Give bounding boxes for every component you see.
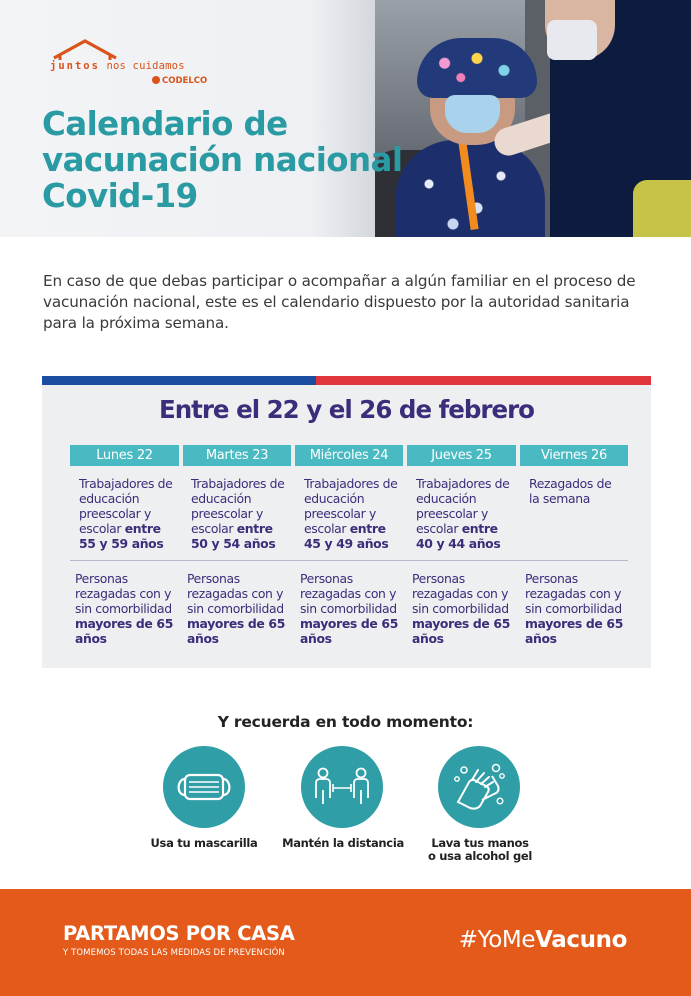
footer-subline: Y TOMEMOS TODAS LAS MEDIDAS DE PREVENCIÓN [63,948,285,958]
hand-wash-label [405,837,555,863]
juntos-nos-cuidamos-logo [44,38,224,98]
group-age-range: mayores de 65 años [187,616,285,646]
title-line-2: vacunación nacional [42,141,403,179]
group-age-range: entre 45 y 49 años [304,521,389,551]
footer-headline: PARTAMOS POR CASA [63,922,295,945]
page-title [42,106,462,214]
face-mask-icon [163,746,245,828]
flag-stripe-blue [42,376,316,385]
house-roof-icon [50,38,120,60]
logo-tagline [50,60,185,72]
day-group-cell [525,571,631,646]
day-group-cell [75,571,181,646]
group-age-range: mayores de 65 años [300,616,398,646]
reminder-title: Y recuerda en todo momento: [217,713,474,731]
hand-wash-label-line-1: Lava tus manos [431,836,529,850]
group-description: Personas rezagadas con y sin comorbilidad [300,571,397,616]
group-description: Personas rezagadas con y sin comorbilidad [525,571,622,616]
campaign-hashtag [459,927,627,953]
group-description: Trabajadores de educación preescolar y escolar [79,476,173,536]
calendar-title: Entre el 22 y el 26 de febrero [158,395,535,424]
tagline-nos-cuidamos: nos cuidamos [106,60,185,72]
day-header-martes: Martes 23 [183,445,291,466]
codelco-logo [152,76,207,86]
group-description: Personas rezagadas con y sin comorbilidad [75,571,172,616]
group-age-range: mayores de 65 años [75,616,173,646]
vaccination-calendar [42,385,651,668]
codelco-name: CODELCO [162,76,208,86]
tagline-juntos: juntos [50,60,100,72]
hashtag-prefix: #YoMe [458,927,536,953]
day-header-viernes: Viernes 26 [520,445,628,466]
hero-banner [0,0,691,237]
distance-label: Mantén la distancia [282,836,404,850]
day-group-cell [304,476,398,551]
calendar-divider [70,560,628,561]
day-group-cell [187,571,293,646]
group-description: Rezagados de la semana [529,476,612,506]
flag-stripe-red [316,376,651,385]
title-line-1: Calendario de [42,105,288,143]
day-group-cell [416,476,510,551]
footer-banner [0,889,691,996]
group-age-range: entre 55 y 59 años [79,521,164,551]
day-group-cell [191,476,285,551]
day-header-miercoles: Miércoles 24 [295,445,403,466]
day-header-jueves: Jueves 25 [407,445,516,466]
day-group-cell [300,571,406,646]
day-header-lunes: Lunes 22 [70,445,179,466]
day-group-cell [412,571,518,646]
group-description: Trabajadores de educación preescolar y escolar [416,476,510,536]
social-distance-icon [301,746,383,828]
group-age-range: mayores de 65 años [525,616,623,646]
group-description: Personas rezagadas con y sin comorbilidad [187,571,284,616]
group-description: Trabajadores de educación preescolar y escolar [304,476,398,536]
day-group-cell [529,476,623,506]
hand-wash-label-line-2: o usa alcohol gel [427,849,533,863]
intro-paragraph: En caso de que debas participar o acompañar a algún familiar en el proceso de vacunación nacional, este es el calendario dispuesto por la autoridad sanitaria para la próxima semana. [43,272,636,332]
group-description: Trabajadores de educación preescolar y escolar [191,476,285,536]
mask-label: Usa tu mascarilla [150,836,258,850]
group-age-range: mayores de 65 años [412,616,510,646]
title-line-3: Covid-19 [42,177,198,215]
hand-wash-icon [438,746,520,828]
group-age-range: entre 50 y 54 años [191,521,276,551]
group-age-range: entre 40 y 44 años [416,521,501,551]
codelco-mark-icon [152,76,160,84]
group-description: Personas rezagadas con y sin comorbilidad [412,571,509,616]
hashtag-bold: Vacuno [535,927,627,953]
day-group-cell [79,476,173,551]
